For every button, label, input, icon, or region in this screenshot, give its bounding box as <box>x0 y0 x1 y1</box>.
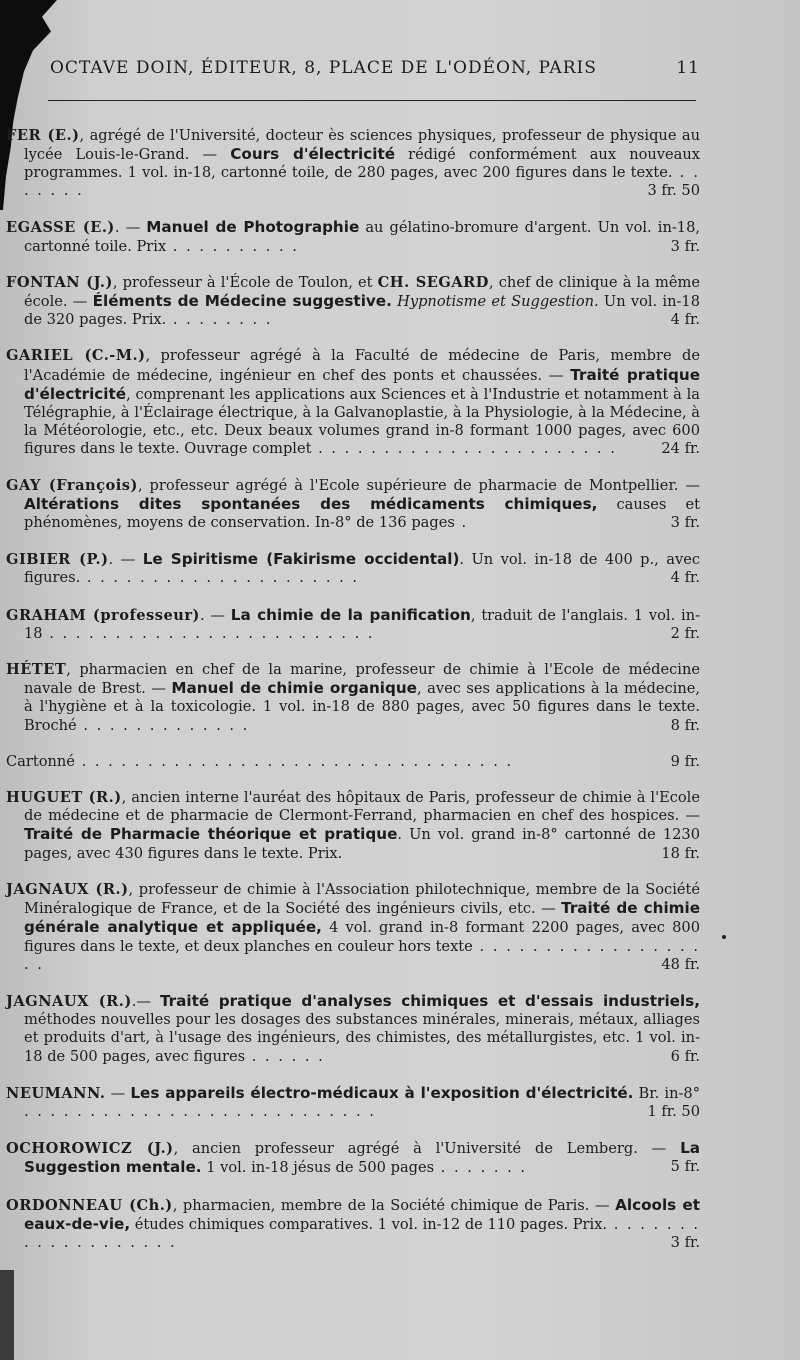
entry-subtitle: Hypnotisme et Suggestion. <box>391 293 599 311</box>
entry-author: GRAHAM (professeur) <box>6 606 200 624</box>
entry-title: Manuel de Photographie <box>146 218 360 237</box>
entry-price: 1 fr. 50 <box>647 1102 700 1120</box>
entry-description: . — <box>108 551 143 569</box>
entry-coauthor: CH. SEGARD <box>377 273 489 291</box>
catalog-entry: FER (E.), agrégé de l'Université, docteur ès sciences physiques, professeur de physique au lycée Louis-le-Grand. — Cours d'électricité rédigé conformément aux nouveaux programmes. 1 vol. in-18, cartonné toile, de 280 pages, avec 200 figures dans le texte. . . . . . . . 3 fr. 50 <box>6 126 700 200</box>
entry-details: études chimiques comparatives. 1 vol. in-12 de 110 pages. Prix. <box>130 1215 608 1233</box>
entry-description: , professeur de chimie à l'Association philotechnique, membre de la Société Minéralogique de France, et de la Société des ingénieurs civils, etc. — <box>24 880 701 918</box>
entry-description: , pharmacien en chef de la marine, professeur de chimie à l'Ecole de médecine navale de Brest. — <box>24 661 700 698</box>
entry-title: Traité pratique d'électricité <box>24 365 700 403</box>
entry-price: 4 fr. <box>670 311 700 329</box>
entry-description-2: , chef de clinique à la même école. — <box>24 273 700 311</box>
entry-title: Éléments de Médecine suggestive. <box>92 292 392 311</box>
catalog-entry <box>6 789 700 863</box>
catalog-entry: Cartonné . . . . . . . . . . . . . . . . . . . . . . . . . . . . . . . . . 9 fr. <box>6 752 700 770</box>
entry-title: La chimie de la panification <box>230 605 471 624</box>
running-header <box>50 58 700 88</box>
entry-details: au gélatino-bromure d'argent. Un vol. in-18, cartonné toile. Prix <box>24 219 700 255</box>
entry-details: , traduit de l'anglais. 1 vol. in-18 <box>24 606 701 642</box>
catalog-entry: GRAHAM (professeur). — La chimie de la panification, traduit de l'anglais. 1 vol. in-18 . . . . . . . . . . . . . . . . . . . . . . . . . 2 fr. <box>6 605 701 642</box>
entry-details: Br. in-8° <box>633 1084 701 1102</box>
entry-description: , professeur agrégé à la Faculté de médecine de Paris, membre de l'Académie de médecine, ingénieur en chef des ponts et chaussées. — <box>24 347 700 384</box>
catalog-entry: ORDONNEAU (Ch.), pharmacien, membre de la Société chimique de Paris. — Alcools et eaux-de-vie, études chimiques comparatives. 1 vol. in-12 de 110 pages. Prix. . . . . . . . . . . . . . . . . . . . 3 fr. <box>6 1195 701 1251</box>
entry-author: GIBIER (P.) <box>6 551 109 569</box>
entry-title: Le Spiritisme (Fakirisme occidental) <box>142 550 460 569</box>
entry-price: 5 fr. <box>670 1158 700 1176</box>
entry-description: , agrégé de l'Université, docteur ès sciences physiques, professeur de physique au lycée Louis-le-Grand. — <box>24 126 700 163</box>
catalog-entry: FONTAN (J.), professeur à l'École de Toulon, et CH. SEGARD, chef de clinique à la même école. — Éléments de Médecine suggestive. Hypnotisme et Suggestion. Un vol. in-18 de 320 pages. Prix. . . . . . . . . 4 fr. <box>6 273 700 329</box>
entry-details: . Un vol. in-18 de 400 p., avec figures. <box>24 551 700 587</box>
entry-description: , professeur agrégé à l'Ecole supérieure de pharmacie de Montpellier. — <box>137 476 701 494</box>
entry-price: 2 fr. <box>670 624 700 642</box>
catalog-entry: JAGNAUX (R.), professeur de chimie à l'Association philotechnique, membre de la Société Minéralogique de France, et de la Société des ingénieurs civils, etc. — Traité de chimie générale analytique et appliquée, 4 vol. grand in-8 formant 2200 pages, avec 800 figures dans le texte, et deux planches en couleur hors texte . . . . . . . . . . . . . . . . . . . 48 fr. <box>6 880 701 973</box>
entry-price: 3 fr. <box>670 237 700 255</box>
catalog-entry: JAGNAUX (R.).— Traité pratique d'analyses chimiques et d'essais industriels, méthodes nouvelles pour les dosages des substances minérales, minerais, métaux, alliages et produits d'art, à l'usage des ingénieurs, des chimistes, des métallurgistes, etc. 1 vol. in-18 de 500 pages, avec figures . . . . . . 6 fr. <box>6 991 700 1065</box>
entry-price: 18 fr. <box>661 844 700 862</box>
page-shadow <box>0 1270 14 1360</box>
catalog-entry: OCHOROWICZ (J.), ancien professeur agrégé à l'Université de Lemberg. — La Suggestion mentale. 1 vol. in-18 jésus de 500 pages . . . . . . . 5 fr. <box>6 1139 700 1177</box>
catalog-entry: GARIEL (C.-M.), professeur agrégé à la Faculté de médecine de Paris, membre de l'Académie de médecine, ingénieur en chef des ponts et chaussées. — Traité pratique d'électricité, comprenant les applications aux Sciences et à l'Industrie et notamment à la Télégraphie, à l'Éclairage électrique, à la Galvanoplastie, à la Physiologie, à la Médecine, à la Météorologie, etc., etc. Deux beaux volumes grand in-8 formant 1000 pages, avec 600 figures dans le texte. Ouvrage complet . . . . . . . . . . . . . . . . . . . . . . . 24 fr. <box>6 347 700 458</box>
entry-title: Traité pratique d'analyses chimiques et d'essais industriels, <box>159 991 700 1010</box>
catalog-entry: GAY (François), professeur agrégé à l'Ecole supérieure de pharmacie de Montpellier. — Altérations dites spontanées des médicaments chimiques, causes et phénomènes, moyens de conservation. In-8° de 136 pages . 3 fr. <box>6 476 701 532</box>
entry-description: — <box>105 1084 131 1102</box>
entry-price: 3 fr. <box>670 1233 700 1251</box>
entry-author: OCHOROWICZ (J.) <box>6 1140 174 1158</box>
entry-author: JAGNAUX (R.) <box>6 880 129 898</box>
entry-details: causes et phénomènes, moyens de conservation. In-8° de 136 pages <box>24 495 700 532</box>
catalog-entry: GIBIER (P.). — Le Spiritisme (Fakirisme occidental). Un vol. in-18 de 400 p., avec figures. . . . . . . . . . . . . . . . . . . . . . 4 fr. <box>6 550 700 587</box>
entry-details: Un vol. in-18 de 320 pages. Prix. <box>24 293 700 329</box>
entry-title: Manuel de chimie organique <box>171 679 417 698</box>
entry-author: FONTAN (J.) <box>6 273 113 291</box>
catalog-entry: NEUMANN. — Les appareils électro-médicaux à l'exposition d'électricité. Br. in-8° . . . . . . . . . . . . . . . . . . . . . . . . . . . 1 fr. 50 <box>6 1083 701 1120</box>
ink-speck <box>722 935 726 939</box>
entry-author: HÉTET <box>6 661 67 679</box>
entry-price: 48 fr. <box>661 955 700 973</box>
header-rule <box>48 100 696 101</box>
entry-description: , ancien interne l'auréat des hôpitaux de Paris, professeur de chimie à l'Ecole de médecine et de pharmacie de Clermont-Ferrand, pharmacien en chef des hospices. — <box>24 789 700 825</box>
entry-description: Cartonné <box>6 752 75 770</box>
publisher-line: OCTAVE DOIN, ÉDITEUR, 8, PLACE DE L'ODÉON, PARIS <box>50 58 597 78</box>
entry-title: Les appareils électro-médicaux à l'exposition d'électricité. <box>130 1083 634 1102</box>
entry-title: Altérations dites spontanées des médicaments chimiques, <box>24 494 598 513</box>
entry-title: Alcools et eaux-de-vie, <box>24 1195 700 1233</box>
entry-price: 24 fr. <box>661 440 700 458</box>
entry-author: GAY (François) <box>6 476 138 494</box>
catalog-entry: HÉTET, pharmacien en chef de la marine, professeur de chimie à l'Ecole de médecine navale de Brest. — Manuel de chimie organique, avec ses applications à la médecine, à l'hygiène et à la toxicologie. 1 vol. in-18 de 880 pages, avec 50 figures dans le texte. Broché . . . . . . . . . . . . . 8 fr. <box>6 661 701 734</box>
entry-title: Traité de Pharmacie théorique et pratique <box>24 825 398 844</box>
entry-description: . — <box>114 219 147 237</box>
entry-author: JAGNAUX (R.) <box>6 992 132 1010</box>
entry-details: méthodes nouvelles pour les dosages des substances minérales, minerais, métaux, alliages et produits d'art, à l'usage des ingénieurs, des chimistes, des métallurgistes, etc. 1 vol. in-18 de 500 pages, avec figures <box>24 1011 700 1065</box>
entry-details: 1 vol. in-18 jésus de 500 pages <box>201 1159 435 1177</box>
entry-price: 9 fr. <box>670 752 700 770</box>
entry-description: .— <box>131 992 160 1010</box>
entry-description: , pharmacien, membre de la Société chimique de Paris. — <box>172 1196 616 1214</box>
entry-details: , avec ses applications à la médecine, à l'hygiène et à la toxicologie. 1 vol. in-18 de 880 pages, avec 50 figures dans le texte. Broché <box>24 680 701 734</box>
entry-author: NEUMANN. <box>6 1084 106 1102</box>
entry-title: Traité de chimie générale analytique et appliquée, <box>24 899 701 937</box>
entry-author: FER (E.) <box>6 126 80 144</box>
catalog-entries <box>6 112 700 1270</box>
entry-title: La Suggestion mentale. <box>24 1139 700 1177</box>
entry-details: . Un vol. grand in-8° cartonné de 1230 pages, avec 430 figures dans le texte. Prix. <box>24 826 700 862</box>
entry-details: rédigé conformément aux nouveaux programmes. 1 vol. in-18, cartonné toile, de 280 pages, avec 200 figures dans le texte. <box>24 145 700 181</box>
entry-details: , comprenant les applications aux Sciences et à l'Industrie et notamment à la Télégraphie, à l'Éclairage électrique, à la Galvanoplastie, à la Physiologie, à la Médecine, à la Météorologie, etc., etc. Deux beaux volumes grand in-8 formant 1000 pages, avec 600 figures dans le texte. Ouvrage complet <box>24 385 700 458</box>
entry-author: HUGUET (R.) <box>6 789 122 807</box>
entry-author: ORDONNEAU (Ch.) <box>6 1196 173 1214</box>
entry-price: 3 fr. <box>670 514 700 532</box>
entry-description: . — <box>199 606 231 624</box>
entry-description: , professeur à l'École de Toulon, et <box>112 273 378 291</box>
entry-price: 4 fr. <box>670 569 700 587</box>
entry-description: , ancien professeur agrégé à l'Université de Lemberg. — <box>173 1140 681 1158</box>
entry-author: EGASSE (E.) <box>6 219 115 237</box>
entry-author: GARIEL (C.-M.) <box>6 347 146 365</box>
page-number: 11 <box>676 58 700 78</box>
entry-price: 8 fr. <box>670 716 700 734</box>
entry-details: 4 vol. grand in-8 formant 2200 pages, avec 800 figures dans le texte, et deux planches en couleur hors texte <box>24 919 700 955</box>
entry-price: 3 fr. 50 <box>647 182 700 200</box>
catalog-entry: EGASSE (E.). — Manuel de Photographie au gélatino-bromure d'argent. Un vol. in-18, cartonné toile. Prix . . . . . . . . . . 3 fr. <box>6 218 700 255</box>
entry-title: Cours d'électricité <box>230 144 396 163</box>
entry-price: 6 fr. <box>670 1047 700 1065</box>
